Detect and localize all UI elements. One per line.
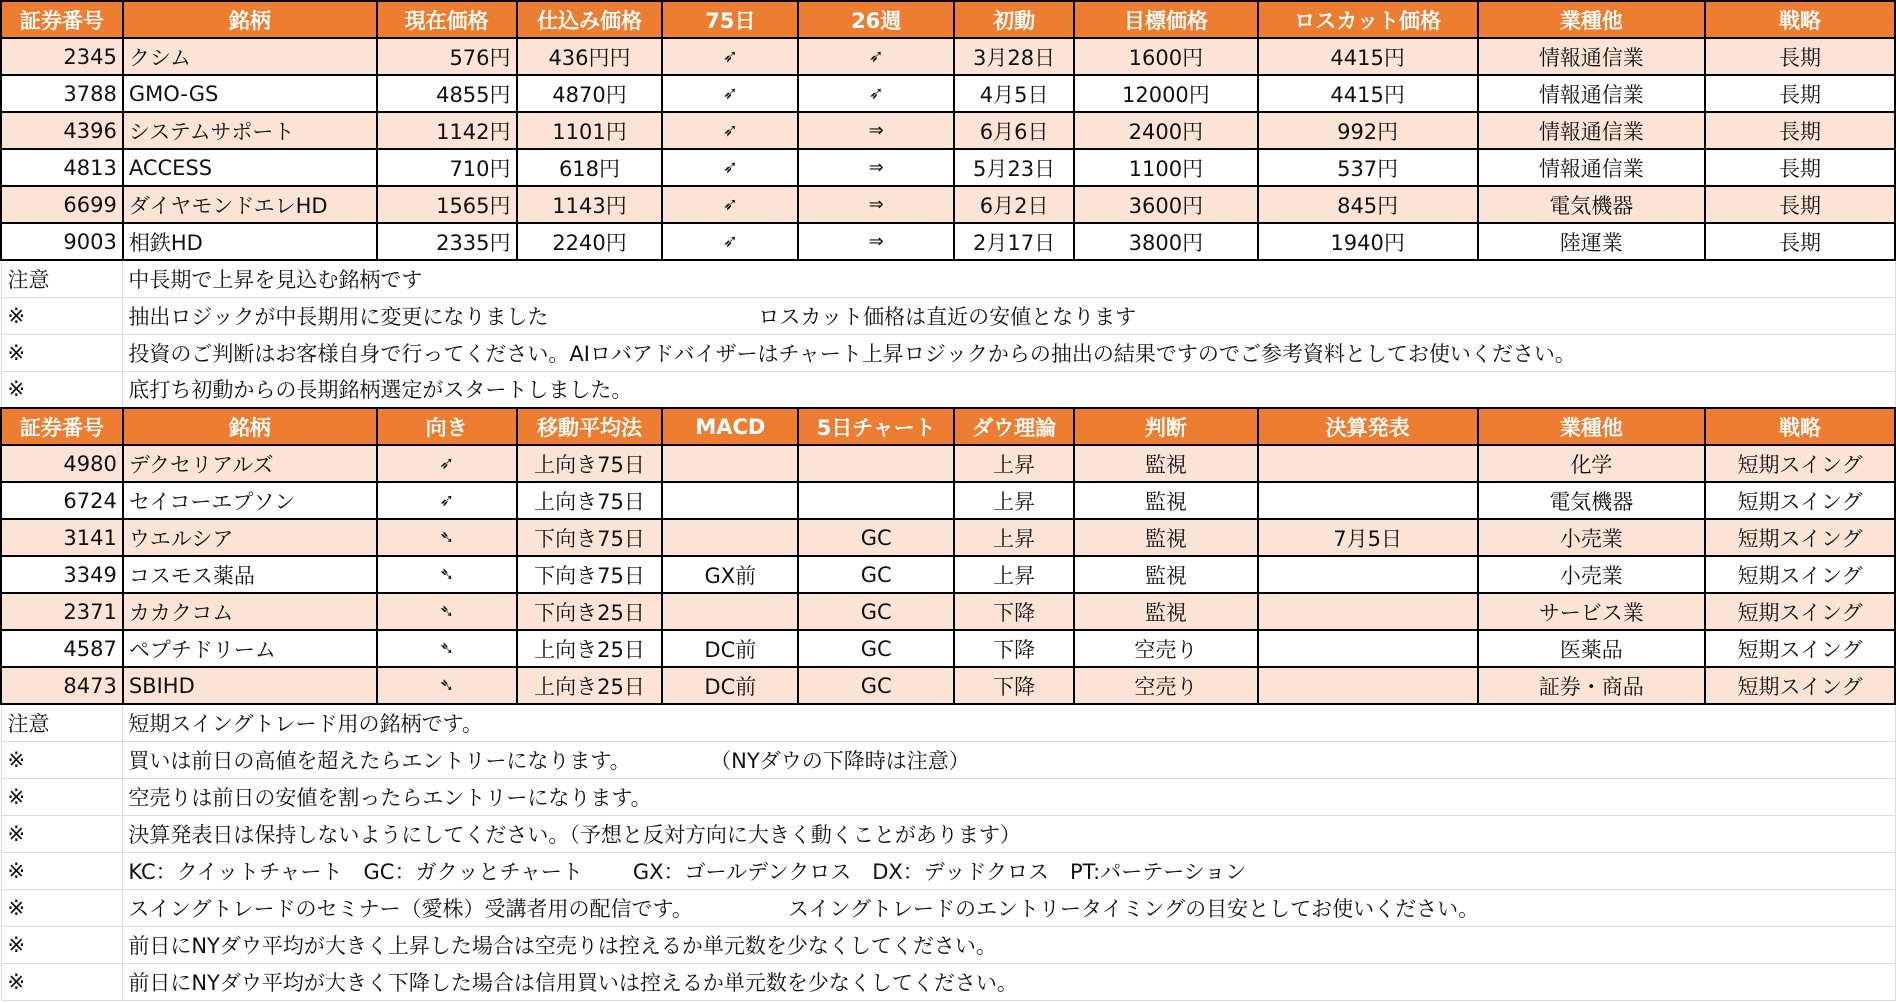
table1-header-cell[interactable]: 仕込み価格 — [517, 1, 663, 38]
table1-cell[interactable]: 710円 — [377, 149, 517, 186]
sec1-note-row — [1, 260, 1895, 297]
table2-cell[interactable]: 2371 — [1, 593, 123, 630]
table1-header-cell[interactable]: ロスカット価格 — [1258, 1, 1478, 38]
sec2-note-row — [1, 741, 1895, 778]
table2-cell[interactable]: ➶ — [377, 445, 517, 482]
table2-cell[interactable]: DC前 — [662, 630, 798, 667]
table2-cell[interactable]: 短期スイング — [1705, 593, 1895, 630]
table2-cell[interactable] — [662, 482, 798, 519]
table2-cell[interactable]: ➴ — [377, 519, 517, 556]
table2-cell[interactable]: ウエルシア — [123, 519, 377, 556]
table1-row — [1, 149, 1895, 186]
table2-row — [1, 445, 1895, 482]
table1-cell[interactable]: 4月5日 — [954, 75, 1074, 112]
sec2-note-row — [1, 704, 1895, 741]
sec1-note-extra: ロスカット価格は直近の安値となります — [758, 304, 1137, 329]
table2-cell[interactable]: 小売業 — [1478, 556, 1706, 593]
table1-cell[interactable]: ➶ — [662, 186, 798, 223]
table2-cell[interactable]: 短期スイング — [1705, 445, 1895, 482]
table2-cell[interactable]: GC — [798, 556, 954, 593]
table1-cell[interactable]: ⇒ — [798, 223, 954, 260]
table1-header-cell[interactable]: 目標価格 — [1074, 1, 1258, 38]
sec2-note-row — [1, 963, 1895, 1000]
table2-cell[interactable]: ➴ — [377, 630, 517, 667]
sec2-note-row — [1, 852, 1895, 889]
table1-cell[interactable]: ダイヤモンドエレHD — [123, 186, 377, 223]
table1-cell[interactable]: 12000円 — [1074, 75, 1258, 112]
table2-cell[interactable]: 監視 — [1074, 445, 1258, 482]
table2-cell[interactable]: 上昇 — [954, 482, 1074, 519]
table1-cell[interactable]: 長期 — [1705, 38, 1895, 75]
sec1-note-row — [1, 297, 1895, 334]
table2-cell[interactable]: 監視 — [1074, 593, 1258, 630]
table1-cell[interactable]: 845円 — [1258, 186, 1478, 223]
table1-cell[interactable]: 1100円 — [1074, 149, 1258, 186]
sec2-note-label[interactable]: 注意 — [1, 704, 123, 741]
table1-cell[interactable]: 4870円 — [517, 75, 663, 112]
table2-cell[interactable]: 短期スイング — [1705, 630, 1895, 667]
table2-cell[interactable]: 監視 — [1074, 556, 1258, 593]
table1-header-cell[interactable]: 銘柄 — [123, 1, 377, 38]
table2-cell[interactable]: 6724 — [1, 482, 123, 519]
sec1-note-row — [1, 371, 1895, 408]
table2-header-cell[interactable]: 証券番号 — [1, 408, 123, 445]
table1-cell[interactable]: 2月17日 — [954, 223, 1074, 260]
table2-cell[interactable]: 空売り — [1074, 630, 1258, 667]
table1-row — [1, 186, 1895, 223]
table2-cell[interactable]: 下向き75日 — [517, 519, 663, 556]
table1-cell[interactable]: ➶ — [662, 149, 798, 186]
sec2-note-text[interactable] — [123, 963, 1895, 1000]
sec1-note-label[interactable]: ※ — [1, 334, 123, 371]
table2-cell[interactable]: ➴ — [377, 556, 517, 593]
sec1-note-text[interactable] — [123, 371, 1895, 408]
sec2-note-row — [1, 889, 1895, 926]
table2-cell[interactable]: 上昇 — [954, 556, 1074, 593]
table2-cell[interactable] — [1258, 482, 1478, 519]
table1-row — [1, 75, 1895, 112]
sec1-note-main: 底打ち初動からの長期銘柄選定がスタートしました。 — [128, 378, 633, 403]
table2-row — [1, 556, 1895, 593]
sec2-note-label[interactable]: ※ — [1, 815, 123, 852]
table1-cell[interactable]: 1101円 — [517, 112, 663, 149]
table1-cell[interactable]: 9003 — [1, 223, 123, 260]
sec2-note-text[interactable] — [123, 741, 1895, 778]
table2-cell[interactable]: 監視 — [1074, 519, 1258, 556]
table1-cell[interactable]: ⇒ — [798, 186, 954, 223]
table2-cell[interactable]: 小売業 — [1478, 519, 1706, 556]
sec2-note-text[interactable] — [123, 852, 1895, 889]
table1-header-cell[interactable]: 戦略 — [1705, 1, 1895, 38]
table1-cell[interactable]: 3800円 — [1074, 223, 1258, 260]
sec2-note-extra: （NYダウの下降時は注意） — [720, 748, 970, 773]
table1-cell[interactable]: 992円 — [1258, 112, 1478, 149]
table1-cell[interactable]: 436円円 — [517, 38, 663, 75]
table2-cell[interactable]: 上向き25日 — [517, 667, 663, 704]
table1-cell[interactable]: 4396 — [1, 112, 123, 149]
table1-cell[interactable]: GMO-GS — [123, 75, 377, 112]
sec2-note-extra: スイングトレードのエントリータイミングの目安としてお使いください。 — [787, 896, 1480, 921]
table2-cell[interactable]: 医薬品 — [1478, 630, 1706, 667]
table1-cell[interactable]: 1143円 — [517, 186, 663, 223]
table2-cell[interactable] — [1258, 593, 1478, 630]
table1-cell[interactable]: 電気機器 — [1478, 186, 1706, 223]
table2-cell[interactable] — [1258, 556, 1478, 593]
sec2-note-text[interactable] — [123, 778, 1895, 815]
table2-cell[interactable]: GC — [798, 593, 954, 630]
table1-cell[interactable]: 長期 — [1705, 186, 1895, 223]
table2-cell[interactable]: 短期スイング — [1705, 482, 1895, 519]
table1-cell[interactable]: 長期 — [1705, 75, 1895, 112]
sec2-note-row — [1, 778, 1895, 815]
table2-row — [1, 482, 1895, 519]
sec1-note-main: 中長期で上昇を見込む銘柄です — [128, 267, 423, 292]
table2-header-cell[interactable]: 5日チャート — [798, 408, 954, 445]
sec2-note-main: 前日にNYダウ平均が大きく下降した場合は信用買いは控えるか単元数を少なくしてください。 — [128, 970, 1018, 995]
table1-cell[interactable]: 長期 — [1705, 149, 1895, 186]
table1-header-cell[interactable]: 75日 — [662, 1, 798, 38]
sec2-note-label[interactable]: ※ — [1, 778, 123, 815]
table1-cell[interactable]: 2345 — [1, 38, 123, 75]
table2-cell[interactable] — [1258, 445, 1478, 482]
table2-cell[interactable]: カカクコム — [123, 593, 377, 630]
table1-cell[interactable]: 3600円 — [1074, 186, 1258, 223]
table1-header-cell[interactable]: 業種他 — [1478, 1, 1706, 38]
table1-cell[interactable]: 4855円 — [377, 75, 517, 112]
table2-cell[interactable]: 上昇 — [954, 445, 1074, 482]
sec2-note-main: 短期スイングトレード用の銘柄です。 — [128, 711, 483, 736]
sec2-note-text[interactable] — [123, 815, 1895, 852]
table1-header-cell[interactable]: 初動 — [954, 1, 1074, 38]
table1-cell[interactable]: 情報通信業 — [1478, 112, 1706, 149]
table1-cell[interactable]: 6月6日 — [954, 112, 1074, 149]
table1-cell[interactable]: 情報通信業 — [1478, 75, 1706, 112]
table2-row — [1, 630, 1895, 667]
table2-cell[interactable]: DC前 — [662, 667, 798, 704]
table1-cell[interactable]: 1600円 — [1074, 38, 1258, 75]
table2-cell[interactable]: 上向き25日 — [517, 630, 663, 667]
table1-row — [1, 112, 1895, 149]
sec1-note-text[interactable] — [123, 260, 1895, 297]
sec2-note-row — [1, 815, 1895, 852]
table1-cell[interactable]: 相鉄HD — [123, 223, 377, 260]
table1-cell[interactable]: 618円 — [517, 149, 663, 186]
table2-cell[interactable]: デクセリアルズ — [123, 445, 377, 482]
table1-cell[interactable]: 情報通信業 — [1478, 149, 1706, 186]
table1-cell[interactable]: 576円 — [377, 38, 517, 75]
sec2-note-text[interactable] — [123, 926, 1895, 963]
sec2-note-main: 空売りは前日の安値を割ったらエントリーになります。 — [128, 785, 652, 810]
table2-cell[interactable]: 上昇 — [954, 519, 1074, 556]
sec2-note-main: スイングトレードのセミナー（愛株）受講者用の配信です。 — [128, 896, 693, 921]
table1-row — [1, 223, 1895, 260]
sec2-note-text[interactable] — [123, 889, 1895, 926]
table2-cell[interactable]: 電気機器 — [1478, 482, 1706, 519]
table1-cell[interactable]: 3788 — [1, 75, 123, 112]
sec2-note-extra: GX：ゴールデンクロス DX：デッドクロス PT:パーテーション — [632, 859, 1247, 884]
table1-cell[interactable]: 1565円 — [377, 186, 517, 223]
table2-row — [1, 667, 1895, 704]
table1-cell[interactable]: 2240円 — [517, 223, 663, 260]
table2-cell[interactable]: 証券・商品 — [1478, 667, 1706, 704]
table2-cell[interactable]: 化学 — [1478, 445, 1706, 482]
sec1-note-text[interactable] — [123, 334, 1895, 371]
table1-cell[interactable]: ➶ — [798, 75, 954, 112]
table2-cell[interactable]: 3349 — [1, 556, 123, 593]
table2-header-cell[interactable]: 銘柄 — [123, 408, 377, 445]
table2-cell[interactable]: GC — [798, 519, 954, 556]
sec2-note-label[interactable]: ※ — [1, 852, 123, 889]
table1-cell[interactable]: ⇒ — [798, 112, 954, 149]
table1-cell[interactable]: 537円 — [1258, 149, 1478, 186]
table2-cell[interactable]: サービス業 — [1478, 593, 1706, 630]
table2-row — [1, 593, 1895, 630]
table2-cell[interactable]: 空売り — [1074, 667, 1258, 704]
table2-header-cell[interactable]: 決算発表 — [1258, 408, 1478, 445]
sec2-note-main: KC：クイットチャート GC：ガクッとチャート — [128, 859, 583, 884]
table2-cell[interactable]: 8473 — [1, 667, 123, 704]
table2-cell[interactable]: 下向き75日 — [517, 556, 663, 593]
table2-cell[interactable]: ➴ — [377, 593, 517, 630]
table1-header-cell[interactable]: 証券番号 — [1, 1, 123, 38]
table2-header-cell[interactable]: 判断 — [1074, 408, 1258, 445]
table2-cell[interactable]: 監視 — [1074, 482, 1258, 519]
table2-header-cell[interactable]: 業種他 — [1478, 408, 1706, 445]
table1-cell[interactable]: ➶ — [662, 75, 798, 112]
table1-cell[interactable]: 3月28日 — [954, 38, 1074, 75]
table1-cell[interactable]: 1142円 — [377, 112, 517, 149]
table2-header-cell[interactable]: MACD — [662, 408, 798, 445]
sec2-note-row — [1, 926, 1895, 963]
table2-cell[interactable]: セイコーエプソン — [123, 482, 377, 519]
table1-cell[interactable]: 4415円 — [1258, 38, 1478, 75]
table2-cell[interactable]: 4980 — [1, 445, 123, 482]
table2-cell[interactable]: 短期スイング — [1705, 667, 1895, 704]
sec1-note-label[interactable]: 注意 — [1, 260, 123, 297]
table1-cell[interactable]: 4813 — [1, 149, 123, 186]
sec2-note-label[interactable]: ※ — [1, 926, 123, 963]
sec1-note-text[interactable] — [123, 297, 1895, 334]
table2-header-cell[interactable]: 向き — [377, 408, 517, 445]
table2-cell[interactable]: 短期スイング — [1705, 519, 1895, 556]
table2-cell[interactable] — [662, 593, 798, 630]
table2-header-cell[interactable]: 移動平均法 — [517, 408, 663, 445]
table1-cell[interactable]: 長期 — [1705, 112, 1895, 149]
table2-cell[interactable]: 下降 — [954, 630, 1074, 667]
table1-cell[interactable]: 2335円 — [377, 223, 517, 260]
table2-cell[interactable]: SBIHD — [123, 667, 377, 704]
table1-cell[interactable]: 陸運業 — [1478, 223, 1706, 260]
table1-header-cell[interactable]: 現在価格 — [377, 1, 517, 38]
table2-cell[interactable] — [662, 519, 798, 556]
table1-header-cell[interactable]: 26週 — [798, 1, 954, 38]
table1-row — [1, 38, 1895, 75]
table2-cell[interactable] — [1258, 667, 1478, 704]
table1-cell[interactable]: 6699 — [1, 186, 123, 223]
table2-cell[interactable] — [798, 445, 954, 482]
table2-cell[interactable]: 3141 — [1, 519, 123, 556]
table1-cell[interactable]: ➶ — [662, 112, 798, 149]
table2-header-cell[interactable]: 戦略 — [1705, 408, 1895, 445]
sec2-note-label[interactable]: ※ — [1, 963, 123, 1000]
table1-cell[interactable]: 1940円 — [1258, 223, 1478, 260]
table2-cell[interactable]: GX前 — [662, 556, 798, 593]
table2-cell[interactable]: ペプチドリーム — [123, 630, 377, 667]
table2-cell[interactable] — [1258, 630, 1478, 667]
table2-cell[interactable]: 下向き25日 — [517, 593, 663, 630]
table1-cell[interactable]: クシム — [123, 38, 377, 75]
table2-cell[interactable]: GC — [798, 667, 954, 704]
table2-cell[interactable]: 上向き75日 — [517, 482, 663, 519]
table1-cell[interactable]: ACCESS — [123, 149, 377, 186]
table2-cell[interactable]: 4587 — [1, 630, 123, 667]
sec2-note-label[interactable]: ※ — [1, 741, 123, 778]
sec1-note-main: 投資のご判断はお客様自身で行ってください。AIロバアドバイザーはチャート上昇ロジックからの抽出の結果ですのでご参考資料としてお使いください。 — [128, 341, 1576, 366]
table2-cell[interactable]: ➶ — [377, 482, 517, 519]
table2-cell[interactable] — [798, 482, 954, 519]
table2-cell[interactable]: 下降 — [954, 593, 1074, 630]
sec1-note-label[interactable]: ※ — [1, 371, 123, 408]
sec2-note-text[interactable] — [123, 704, 1895, 741]
sec1-note-row — [1, 334, 1895, 371]
table2-cell[interactable]: コスモス薬品 — [123, 556, 377, 593]
sec2-note-main: 買いは前日の高値を超えたらエントリーになります。 — [128, 748, 631, 773]
table1-cell[interactable]: 4415円 — [1258, 75, 1478, 112]
table2-cell[interactable]: 短期スイング — [1705, 556, 1895, 593]
sec2-note-main: 前日にNYダウ平均が大きく上昇した場合は空売りは控えるか単元数を少なくしてください。 — [128, 933, 997, 958]
table2-cell[interactable]: 7月5日 — [1258, 519, 1478, 556]
table1-header-row — [1, 1, 1895, 38]
table2-cell[interactable] — [662, 445, 798, 482]
sec2-note-main: 決算発表日は保持しないようにしてください。（予想と反対方向に大きく動くことがあります） — [128, 822, 1021, 847]
table2-header-row — [1, 408, 1895, 445]
table1-cell[interactable]: ⇒ — [798, 149, 954, 186]
table2-cell[interactable]: 下降 — [954, 667, 1074, 704]
table1-cell[interactable]: 情報通信業 — [1478, 38, 1706, 75]
table1-cell[interactable]: ➶ — [662, 38, 798, 75]
sec1-note-main: 抽出ロジックが中長期用に変更になりました — [128, 304, 549, 329]
table2-cell[interactable]: ➴ — [377, 667, 517, 704]
table1-cell[interactable]: 5月23日 — [954, 149, 1074, 186]
table2-row — [1, 519, 1895, 556]
sec2-note-label[interactable]: ※ — [1, 889, 123, 926]
table2-cell[interactable]: 上向き75日 — [517, 445, 663, 482]
table2-cell[interactable]: GC — [798, 630, 954, 667]
table1-cell[interactable]: 6月2日 — [954, 186, 1074, 223]
table1-cell[interactable]: ➶ — [662, 223, 798, 260]
table1-cell[interactable]: ➶ — [798, 38, 954, 75]
table2-header-cell[interactable]: ダウ理論 — [954, 408, 1074, 445]
table1-cell[interactable]: システムサポート — [123, 112, 377, 149]
sec1-note-label[interactable]: ※ — [1, 297, 123, 334]
table1-cell[interactable]: 長期 — [1705, 223, 1895, 260]
table1-cell[interactable]: 2400円 — [1074, 112, 1258, 149]
